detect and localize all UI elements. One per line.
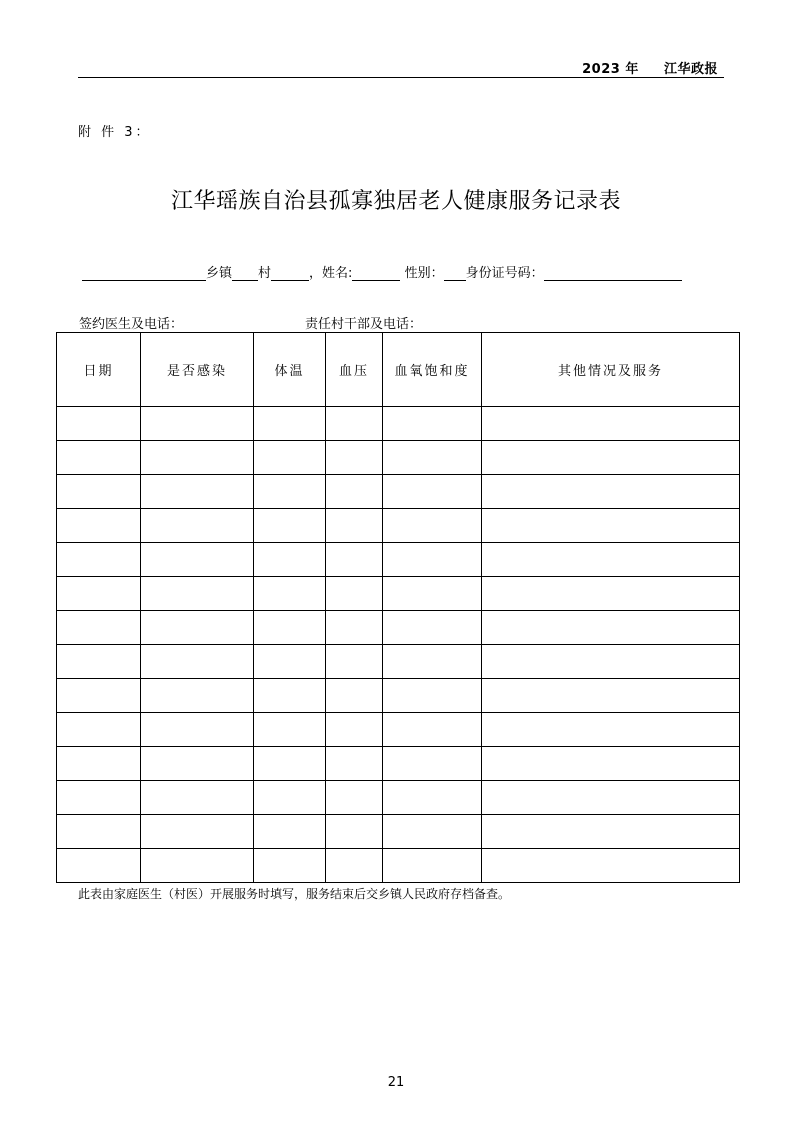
table-cell[interactable] xyxy=(482,407,740,441)
table-cell[interactable] xyxy=(326,781,383,815)
table-cell[interactable] xyxy=(254,543,326,577)
col-other-services: 其他情况及服务 xyxy=(482,333,740,407)
table-cell[interactable] xyxy=(482,713,740,747)
table-cell[interactable] xyxy=(383,611,482,645)
table-cell[interactable] xyxy=(482,577,740,611)
table-cell[interactable] xyxy=(383,713,482,747)
village-label: 村 xyxy=(258,266,272,281)
col-oxygen-saturation: 血氧饱和度 xyxy=(383,333,482,407)
table-cell[interactable] xyxy=(57,577,141,611)
table-cell[interactable] xyxy=(383,475,482,509)
id-number-blank[interactable] xyxy=(544,266,682,281)
table-cell[interactable] xyxy=(141,849,254,883)
table-cell[interactable] xyxy=(141,509,254,543)
table-cell[interactable] xyxy=(326,407,383,441)
table-cell[interactable] xyxy=(141,781,254,815)
table-row xyxy=(57,815,740,849)
table-cell[interactable] xyxy=(141,747,254,781)
gender-label: 性别： xyxy=(404,266,444,281)
table-row xyxy=(57,475,740,509)
col-infected: 是否感染 xyxy=(141,333,254,407)
table-cell[interactable] xyxy=(326,645,383,679)
table-cell[interactable] xyxy=(326,543,383,577)
table-cell[interactable] xyxy=(482,645,740,679)
table-cell[interactable] xyxy=(482,611,740,645)
table-cell[interactable] xyxy=(57,747,141,781)
table-cell[interactable] xyxy=(254,407,326,441)
table-cell[interactable] xyxy=(57,543,141,577)
table-cell[interactable] xyxy=(57,407,141,441)
table-cell[interactable] xyxy=(254,713,326,747)
table-row xyxy=(57,713,740,747)
table-cell[interactable] xyxy=(482,679,740,713)
table-row xyxy=(57,577,740,611)
table-header-row xyxy=(57,333,740,407)
table-cell[interactable] xyxy=(482,509,740,543)
table-cell[interactable] xyxy=(254,611,326,645)
table-cell[interactable] xyxy=(383,781,482,815)
table-cell[interactable] xyxy=(254,781,326,815)
table-cell[interactable] xyxy=(57,713,141,747)
table-cell[interactable] xyxy=(57,679,141,713)
table-cell[interactable] xyxy=(326,849,383,883)
header-year: 2023 年 xyxy=(582,62,639,77)
col-date: 日期 xyxy=(57,333,141,407)
table-cell[interactable] xyxy=(141,407,254,441)
table-cell[interactable] xyxy=(254,815,326,849)
table-cell[interactable] xyxy=(482,543,740,577)
table-cell[interactable] xyxy=(57,441,141,475)
table-cell[interactable] xyxy=(383,509,482,543)
table-cell[interactable] xyxy=(254,849,326,883)
table-cell[interactable] xyxy=(57,645,141,679)
table-cell[interactable] xyxy=(383,543,482,577)
name-blank[interactable] xyxy=(352,266,400,281)
table-row xyxy=(57,509,740,543)
table-cell[interactable] xyxy=(383,407,482,441)
table-cell[interactable] xyxy=(482,849,740,883)
table-cell[interactable] xyxy=(254,577,326,611)
table-cell[interactable] xyxy=(482,475,740,509)
table-cell[interactable] xyxy=(326,611,383,645)
table-cell[interactable] xyxy=(482,441,740,475)
table-body xyxy=(57,407,740,883)
footnote: 此表由家庭医生（村医）开展服务时填写，服务结束后交乡镇人民政府存档备查。 xyxy=(78,887,511,901)
table-cell[interactable] xyxy=(326,747,383,781)
table-cell[interactable] xyxy=(254,679,326,713)
table-cell[interactable] xyxy=(254,645,326,679)
health-record-table xyxy=(56,332,740,883)
table-cell[interactable] xyxy=(326,679,383,713)
table-cell[interactable] xyxy=(57,611,141,645)
document-title: 江华瑶族自治县孤寡独居老人健康服务记录表 xyxy=(170,189,621,214)
table-cell[interactable] xyxy=(383,815,482,849)
table-cell[interactable] xyxy=(141,475,254,509)
table-row xyxy=(57,611,740,645)
table-cell[interactable] xyxy=(383,679,482,713)
table-cell[interactable] xyxy=(57,475,141,509)
signature-row xyxy=(79,313,423,332)
township-blank[interactable] xyxy=(82,266,206,281)
page-header xyxy=(582,58,718,77)
table-cell[interactable] xyxy=(482,815,740,849)
table-cell[interactable] xyxy=(383,645,482,679)
village-blank[interactable] xyxy=(232,266,258,281)
table-cell[interactable] xyxy=(141,679,254,713)
table-cell[interactable] xyxy=(482,781,740,815)
table-cell[interactable] xyxy=(383,849,482,883)
gender-blank[interactable] xyxy=(444,266,466,281)
table-cell[interactable] xyxy=(141,611,254,645)
table-cell[interactable] xyxy=(482,747,740,781)
table-row xyxy=(57,679,740,713)
col-blood-pressure: 血压 xyxy=(326,333,383,407)
village-name-blank[interactable] xyxy=(271,266,309,281)
header-rule xyxy=(78,77,724,78)
table-cell[interactable] xyxy=(57,509,141,543)
table-cell[interactable] xyxy=(254,475,326,509)
table-cell[interactable] xyxy=(254,509,326,543)
table-cell[interactable] xyxy=(57,781,141,815)
table-row xyxy=(57,747,740,781)
table-cell[interactable] xyxy=(141,815,254,849)
table-row xyxy=(57,781,740,815)
table-cell[interactable] xyxy=(383,747,482,781)
table-cell[interactable] xyxy=(326,441,383,475)
table-row xyxy=(57,849,740,883)
table-cell[interactable] xyxy=(326,509,383,543)
annex-label: 附 件 3： xyxy=(78,125,152,140)
table-row xyxy=(57,407,740,441)
table-cell[interactable] xyxy=(254,747,326,781)
table-cell[interactable] xyxy=(57,849,141,883)
table-cell[interactable] xyxy=(326,713,383,747)
id-number-label: 身份证号码： xyxy=(465,266,544,281)
table-cell[interactable] xyxy=(383,441,482,475)
col-temperature: 体温 xyxy=(254,333,326,407)
table-cell[interactable] xyxy=(141,713,254,747)
table-cell[interactable] xyxy=(326,815,383,849)
table-cell[interactable] xyxy=(254,441,326,475)
table-cell[interactable] xyxy=(141,441,254,475)
township-label: 乡镇 xyxy=(206,266,233,281)
cadre-phone-label: 责任村干部及电话： xyxy=(305,317,423,332)
table-cell[interactable] xyxy=(141,645,254,679)
table-cell[interactable] xyxy=(141,577,254,611)
table-cell[interactable] xyxy=(326,577,383,611)
table-row xyxy=(57,441,740,475)
table-cell[interactable] xyxy=(57,815,141,849)
header-publication: 江华政报 xyxy=(663,62,718,77)
table-row xyxy=(57,645,740,679)
table-cell[interactable] xyxy=(326,475,383,509)
name-label: ，姓名: xyxy=(309,266,353,281)
form-info-line xyxy=(82,262,682,281)
table-cell[interactable] xyxy=(383,577,482,611)
table-cell[interactable] xyxy=(141,543,254,577)
page-number: 21 xyxy=(387,1075,405,1090)
table-row xyxy=(57,543,740,577)
doctor-phone-label: 签约医生及电话： xyxy=(79,317,184,332)
